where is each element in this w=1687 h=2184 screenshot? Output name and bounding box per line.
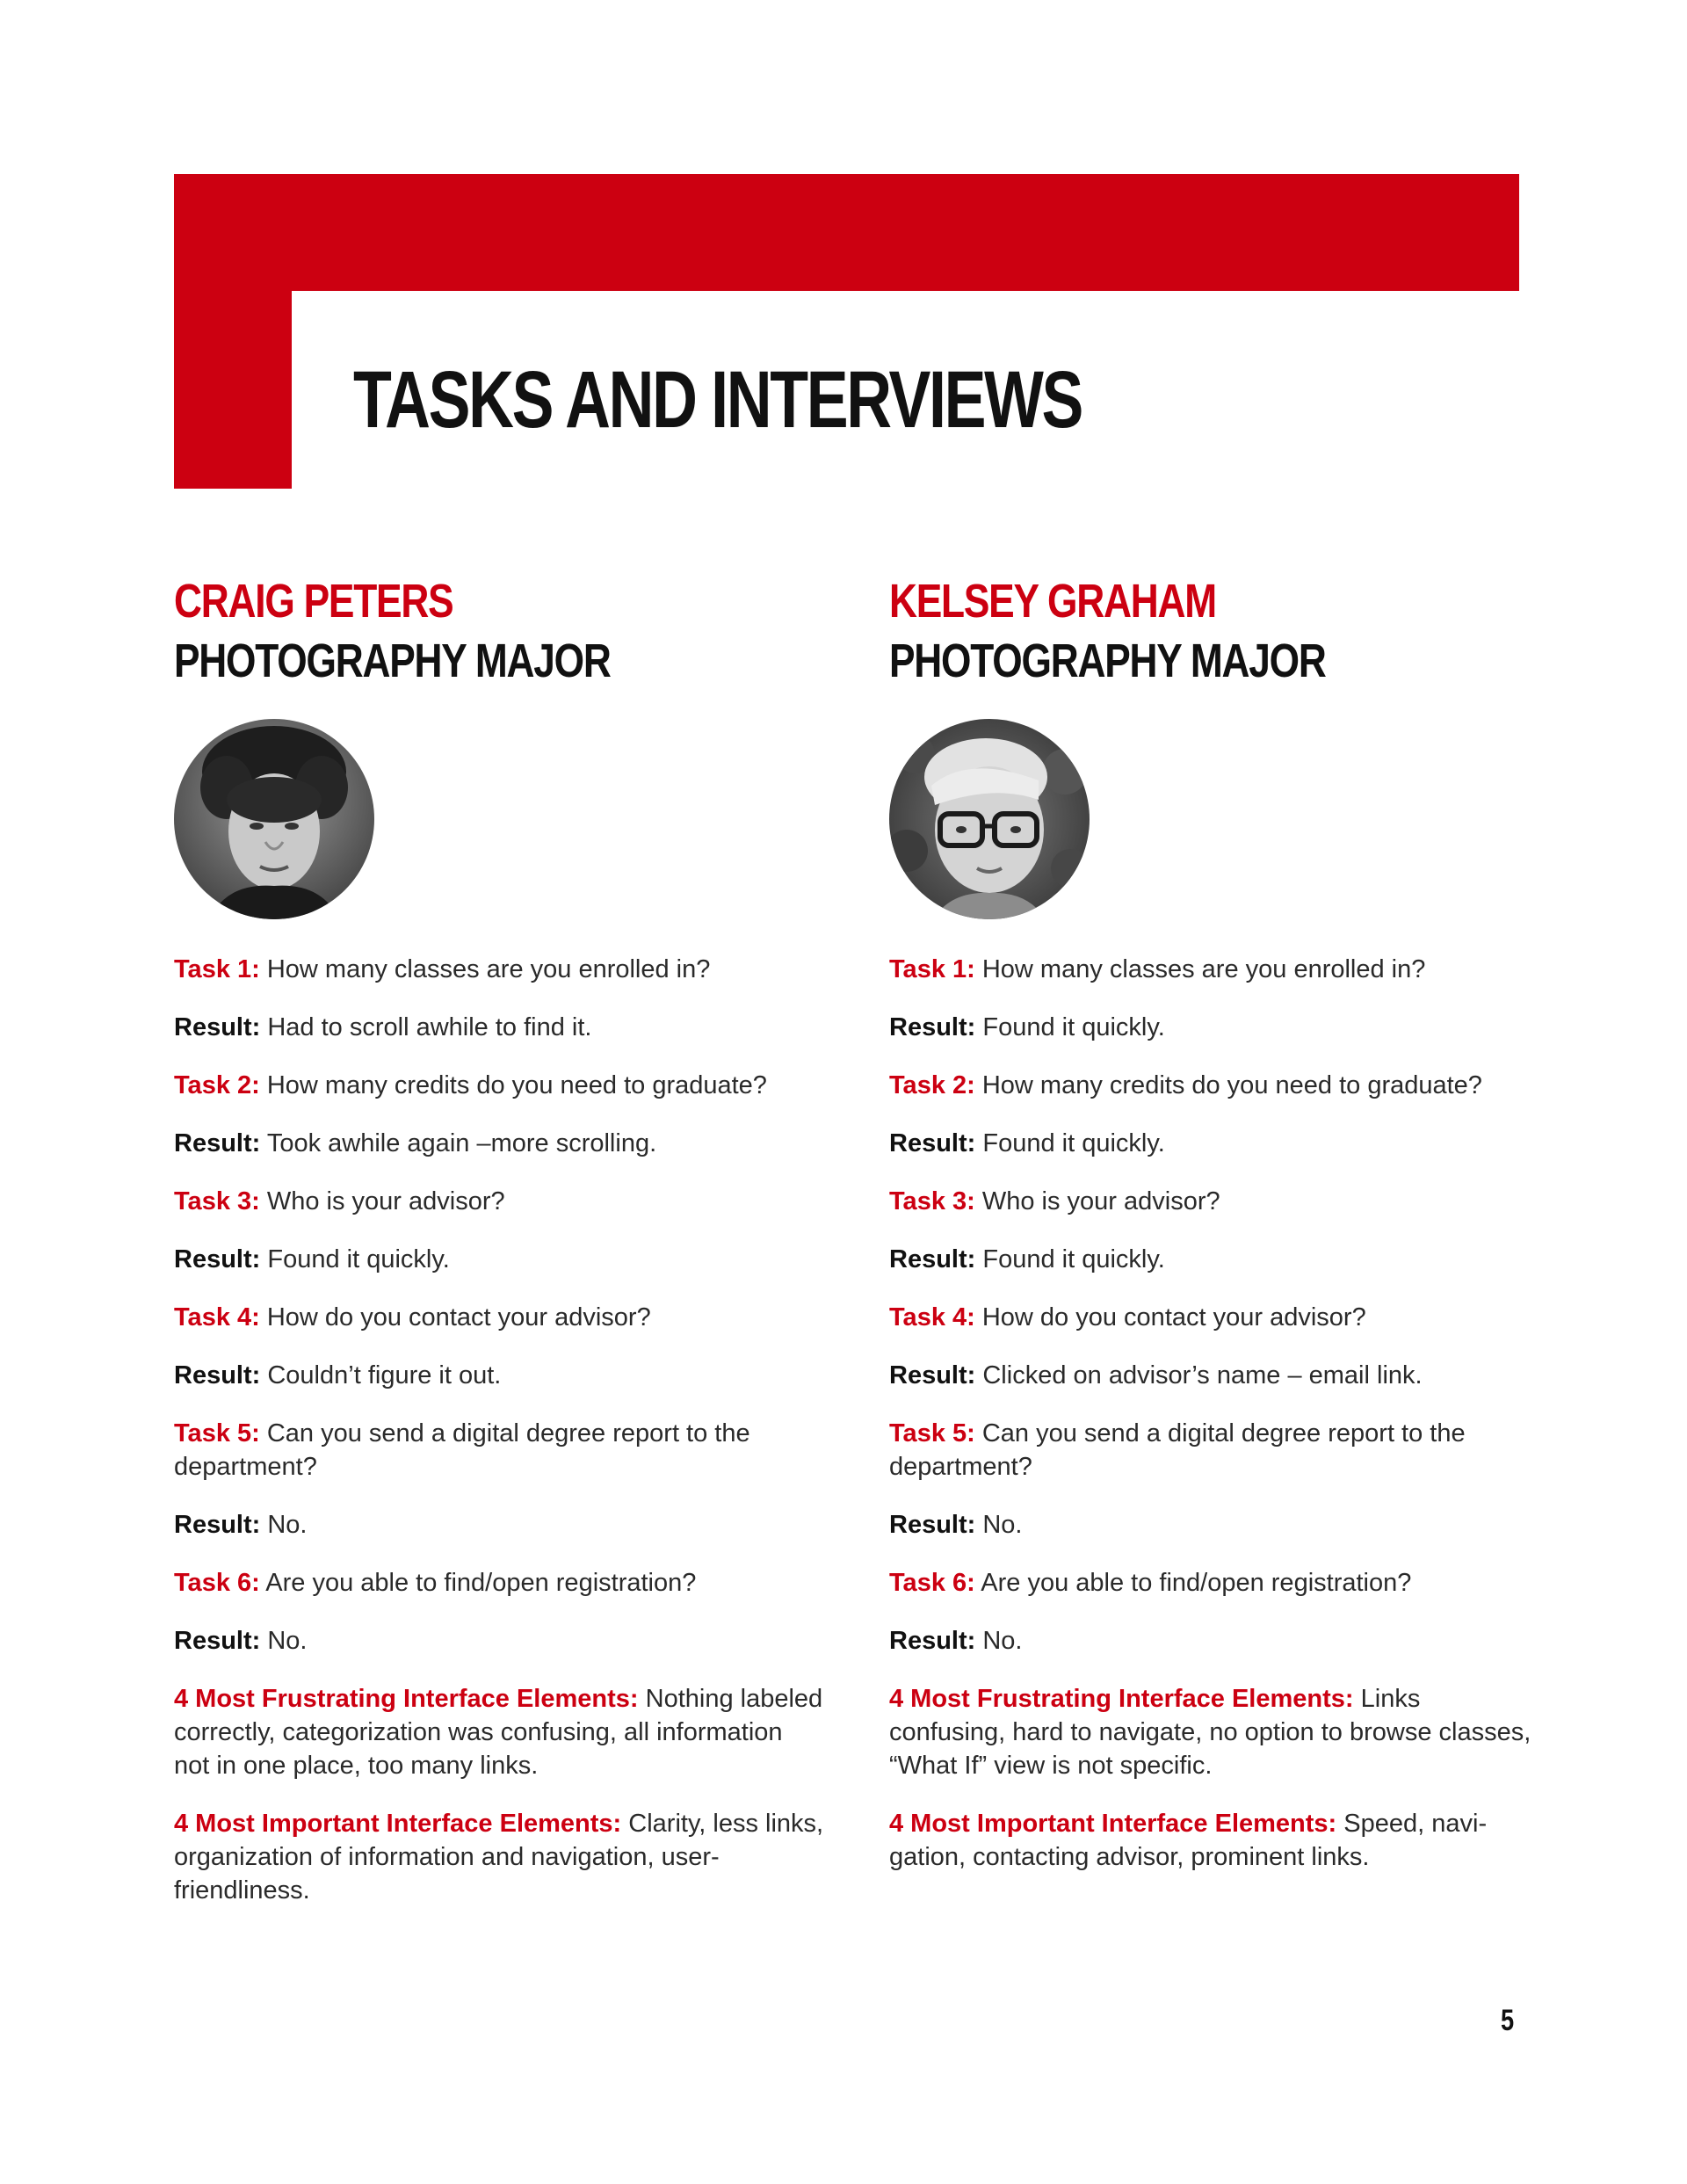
- task-item: Task 1: How many classes are you enrolled in?: [889, 955, 1426, 983]
- portrait-photo-icon: [174, 719, 374, 919]
- interviewee-name: KELSEY GRAHAM: [889, 575, 1216, 628]
- result-item: Result: No.: [174, 1627, 308, 1655]
- task-item: Task 5: Can you send a digital degree report to the department?: [174, 1419, 750, 1481]
- task-item: Task 5: Can you send a digital degree report to the department?: [889, 1419, 1466, 1481]
- result-item: Result: Took awhile again –more scrolling.: [174, 1129, 657, 1157]
- interviewee-major: PHOTOGRAPHY MAJOR: [174, 635, 611, 687]
- result-item: Result: Found it quickly.: [889, 1013, 1165, 1041]
- header-banner-top: [174, 174, 1519, 291]
- task-results-list: [174, 953, 824, 1932]
- interviewee-major: PHOTOGRAPHY MAJOR: [889, 635, 1326, 687]
- result-item: Result: Had to scroll awhile to find it.: [174, 1013, 592, 1041]
- result-item: Result: Clicked on advisor’s name – email link.: [889, 1361, 1423, 1389]
- task-item: Task 3: Who is your advisor?: [889, 1187, 1220, 1215]
- task-item: Task 2: How many credits do you need to graduate?: [889, 1071, 1482, 1099]
- task-item: Task 4: How do you contact your advisor?: [889, 1303, 1366, 1331]
- result-item: Result: Couldn’t figure it out.: [174, 1361, 502, 1389]
- frustrating-elements: 4 Most Frustrating Interface Elements: Nothing labeled correctly, categorization was confusing, all information not in one place, too many links.: [174, 1685, 823, 1780]
- task-item: Task 4: How do you contact your advisor?: [174, 1303, 651, 1331]
- important-elements: 4 Most Important Interface Elements: Speed, navi-gation, contacting advisor, prominent links.: [889, 1810, 1488, 1871]
- result-item: Result: No.: [174, 1511, 308, 1539]
- frustrating-elements: 4 Most Frustrating Interface Elements: Links confusing, hard to navigate, no option to browse classes, “What If” view is not specific.: [889, 1685, 1531, 1780]
- page-number: 5: [1501, 2004, 1515, 2037]
- interviewee-column-right: [889, 571, 1539, 1871]
- interviewee-column-left: [174, 571, 824, 1905]
- portrait-photo-icon: [889, 719, 1090, 919]
- task-item: Task 3: Who is your advisor?: [174, 1187, 505, 1215]
- page-title: TASKS AND INTERVIEWS: [353, 355, 1082, 445]
- important-elements: 4 Most Important Interface Elements: Clarity, less links, organization of information and navigation, user-friendliness.: [174, 1810, 824, 1905]
- task-item: Task 1: How many classes are you enrolled in?: [174, 955, 711, 983]
- result-item: Result: Found it quickly.: [889, 1245, 1165, 1273]
- result-item: Result: No.: [889, 1511, 1023, 1539]
- interviewee-name: CRAIG PETERS: [174, 575, 453, 628]
- result-item: Result: No.: [889, 1627, 1023, 1655]
- task-item: Task 6: Are you able to find/open registration?: [889, 1569, 1412, 1597]
- header-banner-side: [174, 174, 292, 489]
- result-item: Result: Found it quickly.: [889, 1129, 1165, 1157]
- result-item: Result: Found it quickly.: [174, 1245, 450, 1273]
- task-item: Task 2: How many credits do you need to graduate?: [174, 1071, 767, 1099]
- task-item: Task 6: Are you able to find/open registration?: [174, 1569, 697, 1597]
- task-results-list: [889, 953, 1539, 1898]
